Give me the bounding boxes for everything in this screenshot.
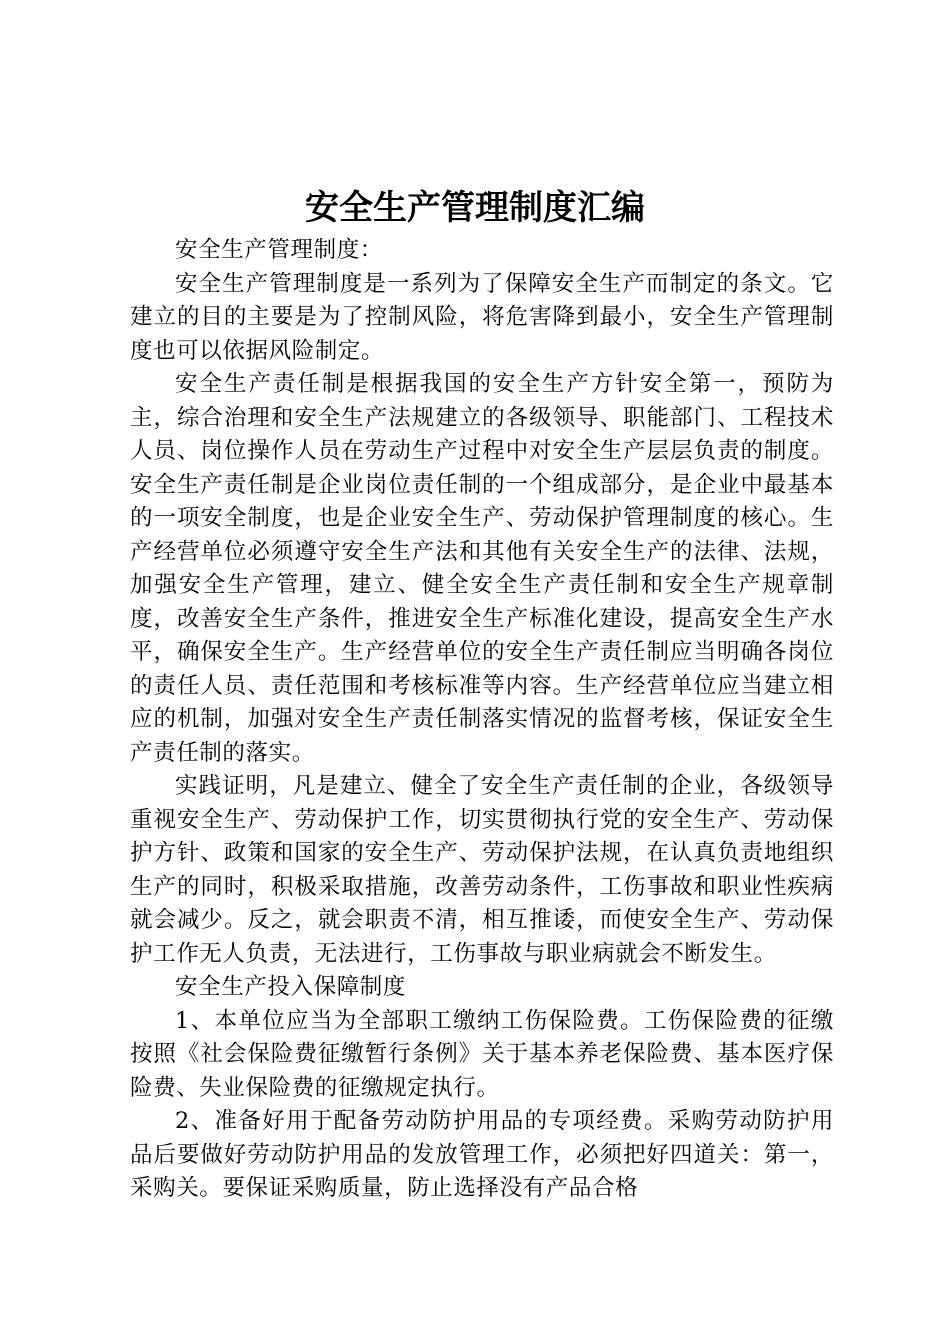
document-body — [130, 234, 834, 1206]
paragraph: 实践证明，凡是建立、健全了安全生产责任制的企业，各级领导重视安全生产、劳动保护工作，切实贯彻执行党的安全生产、劳动保护方针、政策和国家的安全生产、劳动保护法规，在认真负责地组织生产的同时，积极采取措施，改善劳动条件，工伤事故和职业性疾病就会减少。反之，就会职责不清，相互推诿，而使安全生产、劳动保护工作无人负责，无法进行，工伤事故与职业病就会不断发生。 — [130, 773, 834, 967]
paragraph: 1、本单位应当为全部职工缴纳工伤保险费。工伤保险费的征缴按照《社会保险费征缴暂行条例》关于基本养老保险费、基本医疗保险费、失业保险费的征缴规定执行。 — [130, 1007, 834, 1101]
paragraph: 安全生产管理制度： — [175, 237, 383, 263]
paragraph: 安全生产管理制度是一系列为了保障安全生产而制定的条文。它建立的目的主要是为了控制风险，将危害降到最小，安全生产管理制度也可以依据风险制定。 — [130, 270, 834, 364]
paragraph: 安全生产责任制是根据我国的安全生产方针安全第一，预防为主，综合治理和安全生产法规建立的各级领导、职能部门、工程技术人员、岗位操作人员在劳动生产过程中对安全生产层层负责的制度。安全生产责任制是企业岗位责任制的一个组成部分，是企业中最基本的一项安全制度，也是企业安全生产、劳动保护管理制度的核心。生产经营单位必须遵守安全生产法和其他有关安全生产的法律、法规，加强安全生产管理，建立、健全安全生产责任制和安全生产规章制度，改善安全生产条件，推进安全生产标准化建设，提高安全生产水平，确保安全生产。生产经营单位的安全生产责任制应当明确各岗位的责任人员、责任范围和考核标准等内容。生产经营单位应当建立相应的机制，加强对安全生产责任制落实情况的监督考核，保证安全生产责任制的落实。 — [130, 371, 834, 766]
paragraph: 安全生产投入保障制度 — [175, 974, 407, 1000]
document-title: 安全生产管理制度汇编 — [305, 188, 645, 228]
paragraph: 2、准备好用于配备劳动防护用品的专项经费。采购劳动防护用品后要做好劳动防护用品的发放管理工作，必须把好四道关：第一，采购关。要保证采购质量，防止选择没有产品合格 — [130, 1108, 834, 1201]
